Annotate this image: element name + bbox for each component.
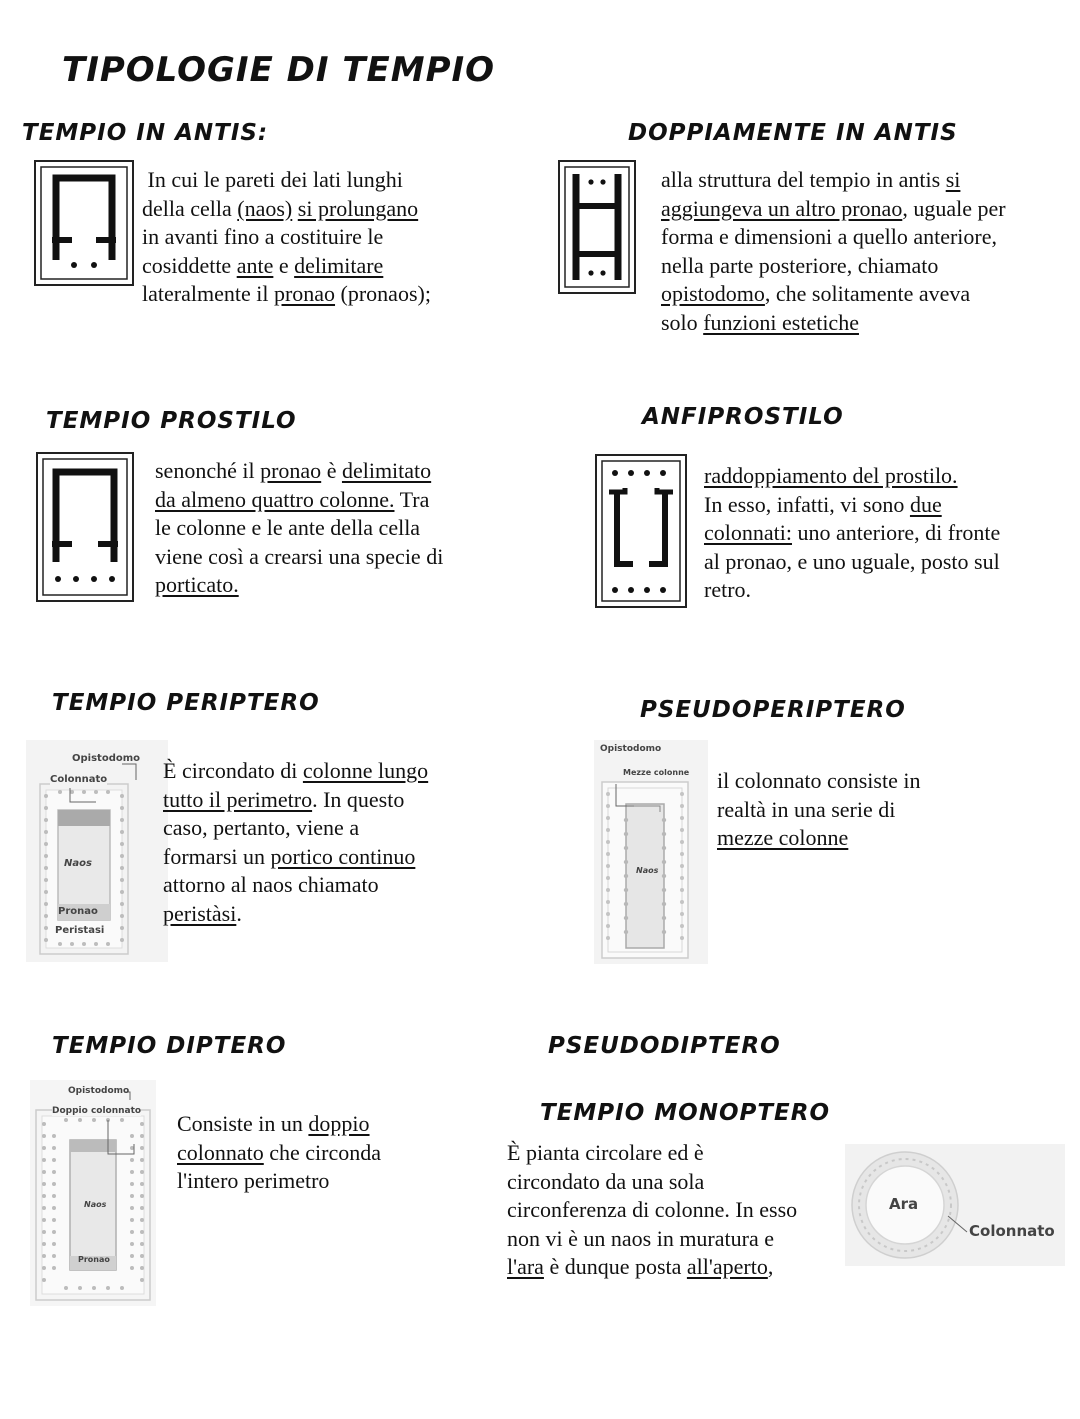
- prostilo-text: senonché il pronao è delimitato da almeno quattro colonne. Tra le colonne e le ante della cella viene così a crearsi una specie di porticato.: [155, 458, 444, 597]
- section-title-pseudodiptero: PSEUDODIPTERO: [548, 1033, 781, 1059]
- label-opistodomo: Opistodomo: [68, 1086, 130, 1096]
- monoptero-text: È pianta circolare ed è circondato da una sola circonferenza di colonne. In esso non vi è un naos in muratura e l'ara è dunque posta all'aperto,: [507, 1140, 798, 1279]
- label-colonnato: Colonnato: [50, 774, 108, 785]
- monoptero-plan-diagram: [845, 1144, 1065, 1266]
- page-title: TIPOLOGIE DI TEMPIO: [62, 50, 496, 90]
- section-title-periptero: TEMPIO PERIPTERO: [52, 690, 320, 716]
- label-opistodomo: Opistodomo: [600, 744, 662, 754]
- doppiamente-text: alla struttura del tempio in antis si aggiungeva un altro pronao, uguale per forma e dimensioni a quello anteriore, nella parte posteriore, chiamato opistodomo, che solitamente aveva solo funzioni estetiche: [661, 167, 1006, 335]
- diptero-text: Consiste in un doppio colonnato che circonda l'intero perimetro: [177, 1111, 382, 1193]
- label-ara: Ara: [889, 1195, 919, 1213]
- section-title-anfiprostilo: ANFIPROSTILO: [642, 404, 844, 430]
- label-mezze-colonne: Mezze colonne: [623, 768, 690, 777]
- diptero-plan-diagram: [30, 1080, 156, 1306]
- doppiamente-plan-icon: [558, 160, 636, 294]
- label-opistodomo: Opistodomo: [72, 753, 141, 764]
- pseudoperiptero-text: il colonnato consiste in realtà in una serie di mezze colonne: [717, 768, 921, 850]
- in-antis-plan-icon: [34, 160, 134, 286]
- anfiprostilo-text: raddoppiamento del prostilo. In esso, infatti, vi sono due colonnati: uno anteriore, di fronte al pronao, e uno uguale, posto sul retro.: [704, 463, 1001, 602]
- label-pronao: Pronao: [58, 906, 98, 917]
- in-antis-text: In cui le pareti dei lati lunghi della cella (naos) si prolungano in avanti fino a costituire le cosiddette ante e delimitare lateralmente il pronao (pronaos);: [142, 167, 431, 306]
- label-doppio-colonnato: Doppio colonnato: [52, 1106, 142, 1116]
- section-title-in-antis: TEMPIO IN ANTIS:: [22, 120, 269, 146]
- label-colonnato: Colonnato: [969, 1222, 1055, 1240]
- label-naos: Naos: [636, 866, 659, 875]
- periptero-plan-diagram: [26, 740, 168, 962]
- anfiprostilo-plan-icon: [595, 454, 687, 608]
- label-naos: Naos: [64, 858, 92, 869]
- prostilo-plan-icon: [36, 452, 134, 602]
- section-title-pseudoperiptero: PSEUDOPERIPTERO: [640, 697, 906, 723]
- label-peristasi: Peristasi: [55, 925, 105, 936]
- label-pronao: Pronao: [78, 1255, 110, 1264]
- pseudoperiptero-plan-diagram: [594, 740, 708, 964]
- periptero-text: È circondato di colonne lungo tutto il perimetro. In questo caso, pertanto, viene a formarsi un portico continuo attorno al naos chiamato peristàsi.: [163, 758, 429, 926]
- section-title-diptero: TEMPIO DIPTERO: [52, 1033, 287, 1059]
- section-title-prostilo: TEMPIO PROSTILO: [46, 408, 297, 434]
- section-title-doppiamente: DOPPIAMENTE IN ANTIS: [628, 120, 958, 146]
- section-title-monoptero: TEMPIO MONOPTERO: [540, 1100, 831, 1126]
- label-naos: Naos: [84, 1200, 107, 1209]
